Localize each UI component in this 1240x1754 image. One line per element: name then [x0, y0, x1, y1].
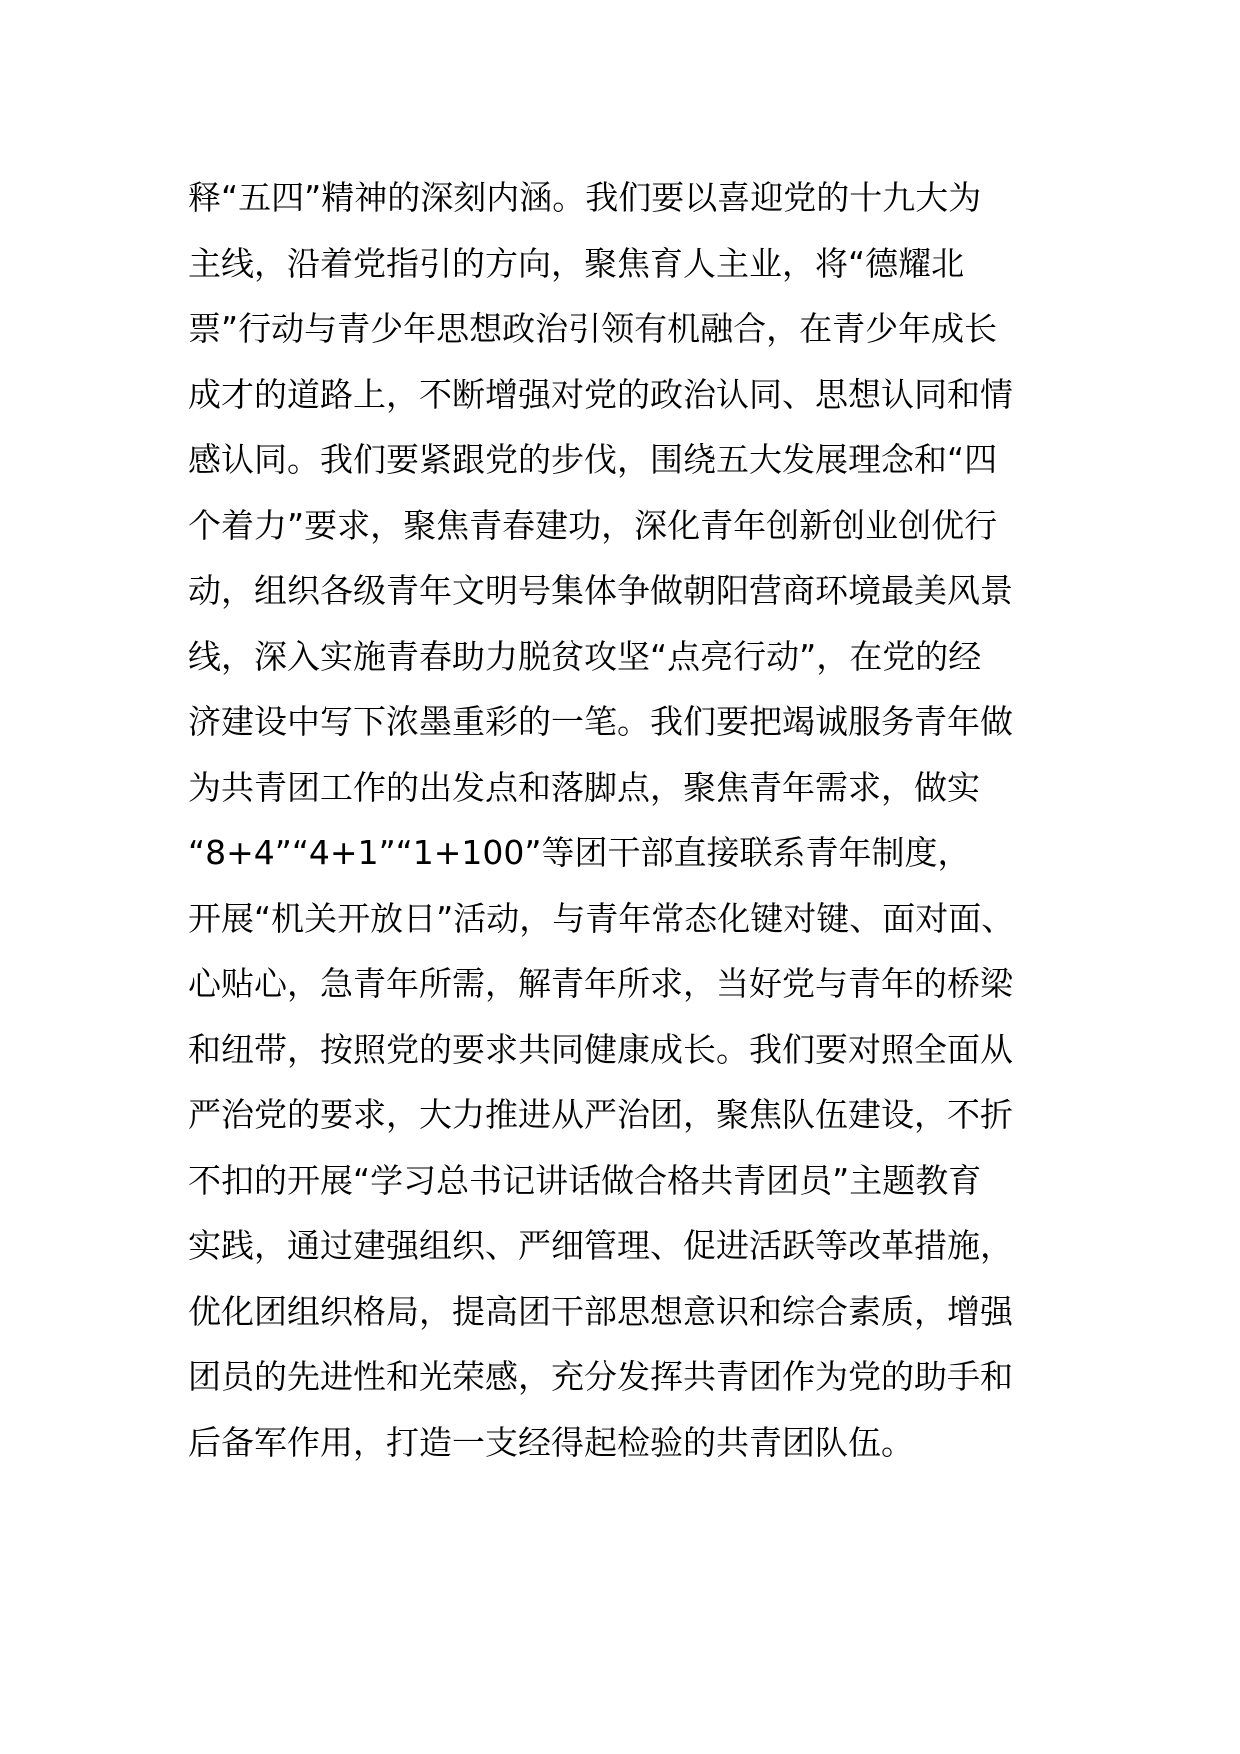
text-line: 动，组织各级青年文明号集体争做朝阳营商环境最美风景 [188, 571, 1013, 610]
text-line: 为共青团工作的出发点和落脚点，聚焦青年需求，做实 [188, 767, 980, 807]
text-line: 济建设中写下浓墨重彩的一笔。我们要把竭诚服务青年做 [188, 702, 1013, 741]
text-line: 票”行动与青少年思想政治引领有机融合，在青少年成长 [188, 309, 998, 348]
text-line: 优化团组织格局，提高团干部思想意识和综合素质，增强 [188, 1291, 1013, 1331]
text-line: 线，深入实施青春助力脱贫攻坚“点亮行动”，在党的经 [188, 636, 982, 676]
text-line: 不扣的开展“学习总书记讲话做合格共青团员”主题教育 [188, 1160, 982, 1200]
text-line: 个着力”要求，聚焦青春建功，深化青年创新创业创优行 [188, 505, 998, 545]
text-line: 开展“机关开放日”活动，与青年常态化键对键、面对面、 [188, 898, 1015, 938]
text-line: 成才的道路上，不断增强对党的政治认同、思想认同和情 [188, 374, 1013, 414]
text-line: 后备军作用，打造一支经得起检验的共青团队伍。 [188, 1422, 914, 1462]
text-line: 释“五四”精神的深刻内涵。我们要以喜迎党的十九大为 [188, 178, 982, 217]
text-line: 心贴心，急青年所需，解青年所求，当好党与青年的桥梁 [188, 964, 1013, 1003]
text-line: 团员的先进性和光荣感，充分发挥共青团作为党的助手和 [188, 1357, 1013, 1396]
text-line: 感认同。我们要紧跟党的步伐，围绕五大发展理念和“四 [188, 440, 998, 479]
text-line: 实践，通过建强组织、严细管理、促进活跃等改革措施， [188, 1226, 1013, 1265]
text-line: 和纽带，按照党的要求共同健康成长。我们要对照全面从 [188, 1029, 1013, 1069]
text-line: “8+4”“4+1”“1+100”等团干部直接联系青年制度， [188, 833, 971, 872]
body-paragraph [188, 165, 1088, 1475]
text-line: 严治党的要求，大力推进从严治团，聚焦队伍建设，不折 [188, 1095, 1013, 1134]
text-line: 主线，沿着党指引的方向，聚焦育人主业，将“德耀北 [188, 243, 965, 283]
